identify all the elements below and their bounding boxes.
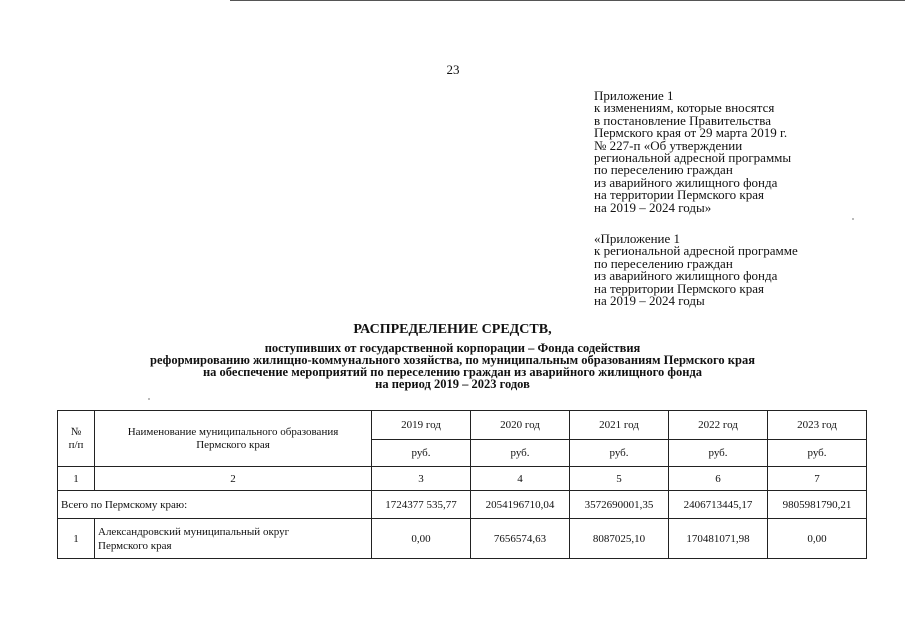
- header-year-2022: 2022 год: [669, 411, 768, 440]
- unit-2023: руб.: [768, 440, 867, 467]
- top-rule: [230, 0, 905, 1]
- total-2022: 2406713445,17: [669, 491, 768, 519]
- header-name: Наименование муниципального образования Пермского края: [95, 411, 372, 467]
- total-2021: 3572690001,35: [570, 491, 669, 519]
- funds-table: [57, 410, 867, 559]
- total-2019: 1724377 535,77: [372, 491, 471, 519]
- index-cell: 1: [58, 467, 95, 491]
- unit-2019: руб.: [372, 440, 471, 467]
- page-number: 23: [446, 62, 460, 77]
- row-value-2023: 0,00: [768, 519, 867, 559]
- header-num: № п/п: [58, 411, 95, 467]
- index-cell: 3: [372, 467, 471, 491]
- document-title: РАСПРЕДЕЛЕНИЕ СРЕДСТВ,: [353, 322, 552, 337]
- subtitle-line-2: реформированию жилищно-коммунального хозяйства, по муниципальным образованиям Пермского края: [150, 353, 755, 367]
- subtitle-line-1: поступивших от государственной корпорации – Фонда содействия: [264, 341, 641, 355]
- header-year-2023: 2023 год: [768, 411, 867, 440]
- appendix-block-2: «Приложение 1 к региональной адресной программе по переселению граждан из аварийного жилищного фонда на территории Пермского края на 2019 – 2024 годы: [594, 231, 798, 309]
- row-num: 1: [58, 519, 95, 559]
- row-value-2022: 170481071,98: [669, 519, 768, 559]
- header-year-2019: 2019 год: [372, 411, 471, 440]
- header-year-2021: 2021 год: [570, 411, 669, 440]
- unit-2020: руб.: [471, 440, 570, 467]
- row-value-2021: 8087025,10: [570, 519, 669, 559]
- total-2023: 9805981790,21: [768, 491, 867, 519]
- table-total-row: [58, 491, 867, 519]
- index-cell: 4: [471, 467, 570, 491]
- index-cell: 7: [768, 467, 867, 491]
- document-subtitle: [0, 342, 905, 390]
- scan-speck: [852, 218, 854, 220]
- appendix-block-1: Приложение 1 к изменениям, которые вносятся в постановление Правительства Пермского края от 29 марта 2019 г. № 227-п «Об утверждении региональной адресной программы по переселению граждан из аварийного жилищного фонда на территории Пермского края на 2019 – 2024 годы»: [594, 88, 792, 215]
- row-value-2019: 0,00: [372, 519, 471, 559]
- total-label: Всего по Пермскому краю:: [58, 491, 372, 519]
- unit-2021: руб.: [570, 440, 669, 467]
- unit-2022: руб.: [669, 440, 768, 467]
- header-year-2020: 2020 год: [471, 411, 570, 440]
- table-index-row: [58, 467, 867, 491]
- subtitle-line-4: на период 2019 – 2023 годов: [375, 377, 530, 391]
- scan-speck: [148, 398, 150, 400]
- index-cell: 2: [95, 467, 372, 491]
- index-cell: 5: [570, 467, 669, 491]
- subtitle-line-3: на обеспечение мероприятий по переселению граждан из аварийного жилищного фонда: [202, 365, 703, 379]
- total-2020: 2054196710,04: [471, 491, 570, 519]
- index-cell: 6: [669, 467, 768, 491]
- table-header-row: [58, 411, 867, 440]
- row-name: Александровский муниципальный округ Пермского края: [95, 519, 372, 559]
- row-value-2020: 7656574,63: [471, 519, 570, 559]
- table-row: [58, 519, 867, 559]
